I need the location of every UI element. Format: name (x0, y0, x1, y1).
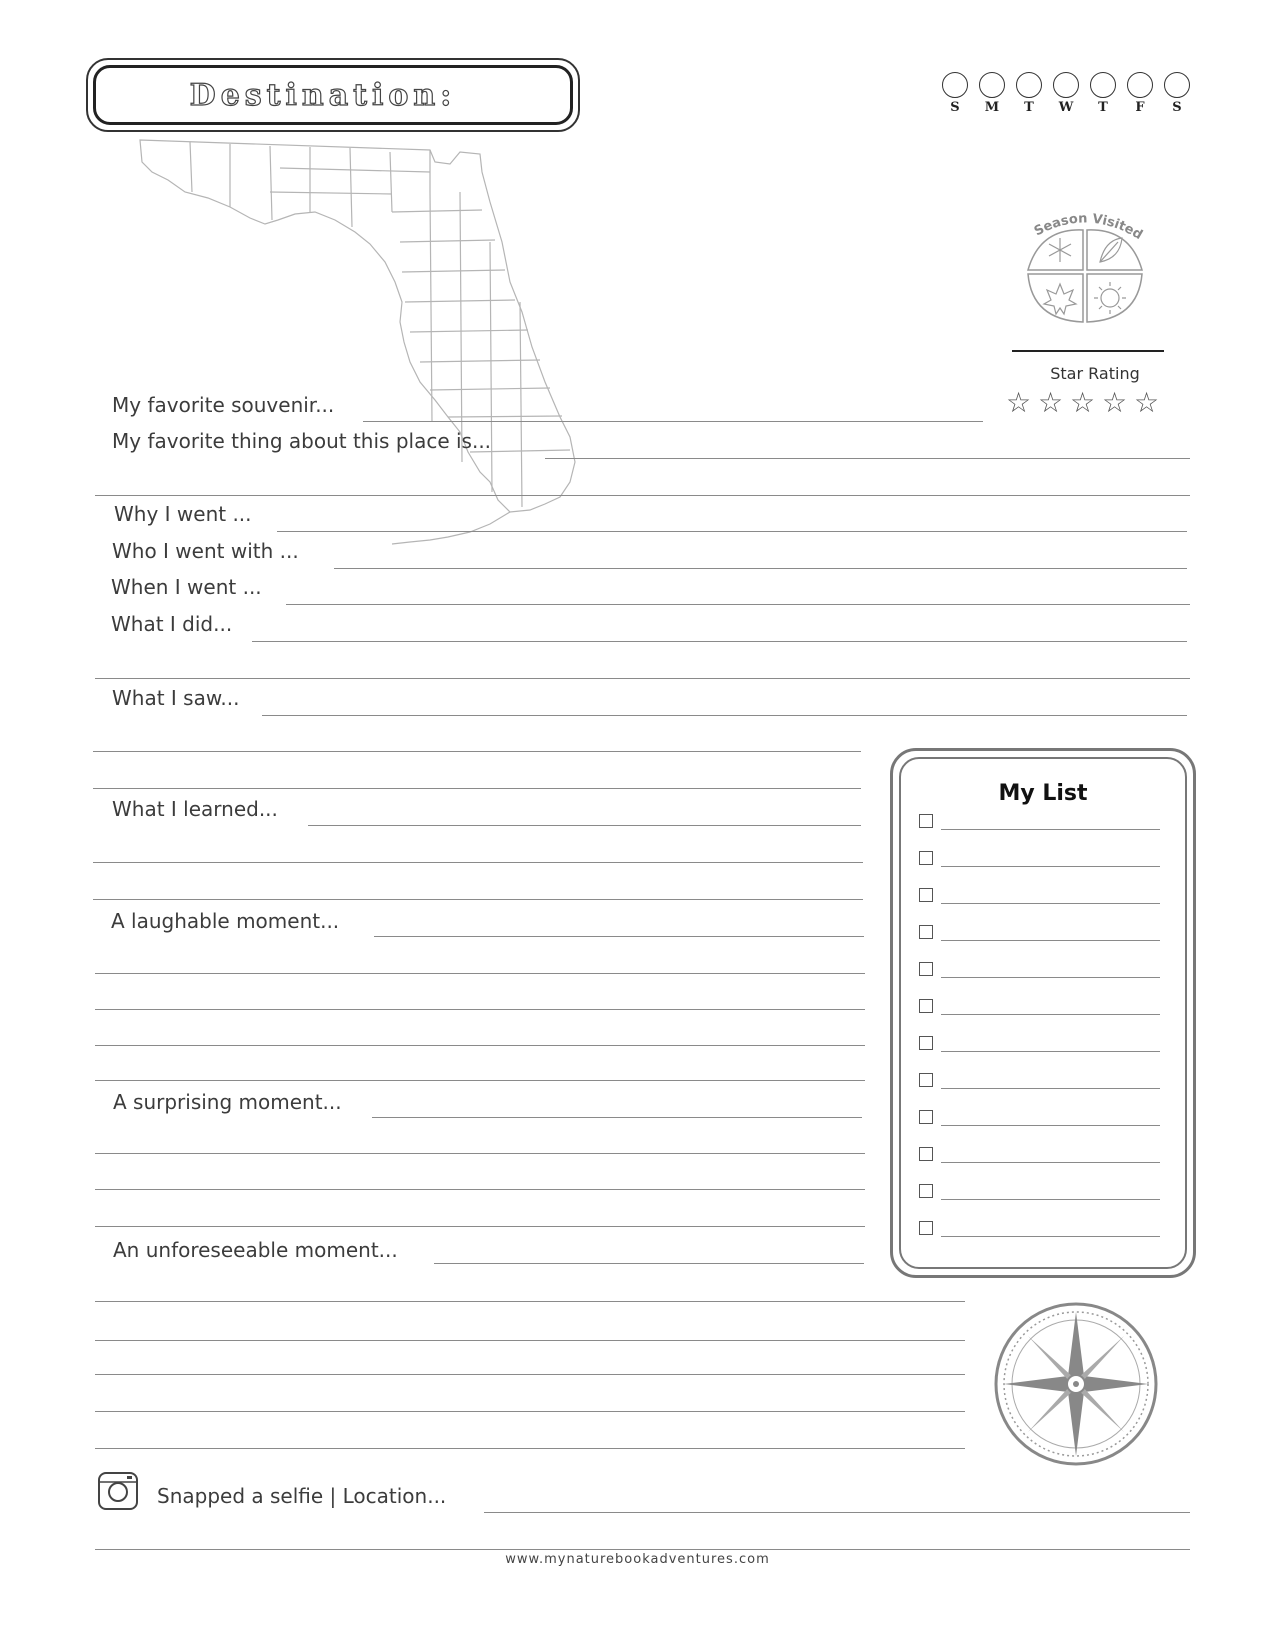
surprising-field-line-3[interactable] (95, 1189, 865, 1190)
learned-field-line-2[interactable] (93, 862, 863, 863)
unforeseeable-label: An unforeseeable moment... (113, 1238, 398, 1262)
list-checkbox[interactable] (919, 999, 933, 1013)
laughable-field-line-4[interactable] (95, 1045, 865, 1046)
why-field[interactable] (277, 531, 1187, 532)
selfie-location-field[interactable] (484, 1512, 1190, 1513)
footer-url[interactable]: www.mynaturebookadventures.com (505, 1552, 770, 1567)
did-field-line-2[interactable] (95, 678, 1190, 679)
laughable-field-line-5[interactable] (95, 1080, 865, 1081)
list-item-line[interactable] (941, 1236, 1160, 1237)
list-checkbox[interactable] (919, 814, 933, 828)
unforeseeable-field-line-2[interactable] (95, 1301, 965, 1302)
footer-rule (95, 1549, 1190, 1550)
day-label: M (984, 100, 1000, 115)
day-circle[interactable] (1090, 72, 1116, 98)
day-label: S (1172, 100, 1182, 115)
laughable-field-line-3[interactable] (95, 1009, 865, 1010)
surprising-field-line-2[interactable] (95, 1153, 865, 1154)
unforeseeable-field-line-4[interactable] (95, 1374, 965, 1375)
list-item-line[interactable] (941, 1088, 1160, 1089)
who-label: Who I went with ... (112, 539, 299, 563)
list-item-line[interactable] (941, 1051, 1160, 1052)
unforeseeable-field-line-6[interactable] (95, 1448, 965, 1449)
favorite-thing-field-line-2[interactable] (95, 495, 1190, 496)
saw-field[interactable] (262, 715, 1187, 716)
selfie-label: Snapped a selfie | Location... (157, 1484, 447, 1508)
list-checkbox[interactable] (919, 888, 933, 902)
day-circle[interactable] (1053, 72, 1079, 98)
surprising-label: A surprising moment... (113, 1090, 342, 1114)
list-checkbox[interactable] (919, 1036, 933, 1050)
list-item-line[interactable] (941, 829, 1160, 830)
day-circle[interactable] (1127, 72, 1153, 98)
day-tuesday[interactable] (1014, 72, 1044, 115)
saw-label: What I saw... (112, 686, 240, 710)
day-label: T (1098, 100, 1108, 115)
star-icon[interactable]: ☆ (1134, 386, 1160, 419)
list-item-line[interactable] (941, 940, 1160, 941)
did-field[interactable] (252, 641, 1187, 642)
compass-rose-icon (990, 1298, 1162, 1470)
list-checkbox[interactable] (919, 1110, 933, 1124)
saw-field-line-3[interactable] (93, 788, 861, 789)
season-rule (1012, 350, 1164, 352)
my-list-title: My List (998, 781, 1088, 806)
saw-field-line-2[interactable] (93, 751, 861, 752)
list-checkbox[interactable] (919, 851, 933, 865)
season-label: Season Visited (1031, 211, 1145, 244)
who-field[interactable] (334, 568, 1187, 569)
day-saturday[interactable] (1162, 72, 1192, 115)
day-wednesday[interactable] (1051, 72, 1081, 115)
unforeseeable-field-line-5[interactable] (95, 1411, 965, 1412)
day-circle[interactable] (1164, 72, 1190, 98)
list-item-line[interactable] (941, 977, 1160, 978)
day-circle[interactable] (1016, 72, 1042, 98)
why-label: Why I went ... (114, 502, 252, 526)
day-label: T (1024, 100, 1034, 115)
list-item-line[interactable] (941, 1014, 1160, 1015)
day-label: S (950, 100, 960, 115)
day-circle[interactable] (942, 72, 968, 98)
list-checkbox[interactable] (919, 1147, 933, 1161)
when-label: When I went ... (111, 575, 262, 599)
list-checkbox[interactable] (919, 1221, 933, 1235)
souvenir-field[interactable] (363, 421, 983, 422)
favorite-thing-label: My favorite thing about this place is... (112, 429, 492, 453)
list-item-line[interactable] (941, 1199, 1160, 1200)
destination-banner-inner (93, 65, 573, 125)
star-icon[interactable]: ☆ (1070, 386, 1096, 419)
when-field[interactable] (286, 604, 1190, 605)
destination-banner (86, 58, 580, 132)
camera-icon (98, 1472, 138, 1510)
souvenir-label: My favorite souvenir... (112, 393, 335, 417)
day-thursday[interactable] (1088, 72, 1118, 115)
surprising-field-line-4[interactable] (95, 1226, 865, 1227)
laughable-field-line-2[interactable] (95, 973, 865, 974)
autumn-quadrant (1028, 274, 1083, 322)
season-visited-emblem (1010, 200, 1160, 340)
winter-quadrant (1028, 230, 1083, 270)
my-list-inner (899, 757, 1187, 1269)
did-label: What I did... (111, 612, 233, 636)
laughable-field[interactable] (374, 936, 864, 937)
destination-title: Destination: (189, 77, 457, 113)
list-item-line[interactable] (941, 866, 1160, 867)
star-icon[interactable]: ☆ (1006, 386, 1032, 419)
laughable-label: A laughable moment... (111, 909, 340, 933)
list-item-line[interactable] (941, 1162, 1160, 1163)
list-checkbox[interactable] (919, 1184, 933, 1198)
day-circle[interactable] (979, 72, 1005, 98)
day-label: W (1058, 100, 1074, 115)
unforeseeable-field-line-3[interactable] (95, 1340, 965, 1341)
list-item-line[interactable] (941, 1125, 1160, 1126)
learned-field-line-3[interactable] (93, 899, 863, 900)
learned-label: What I learned... (112, 797, 278, 821)
list-checkbox[interactable] (919, 962, 933, 976)
leaf-icon (1100, 238, 1122, 262)
learned-field[interactable] (308, 825, 861, 826)
star-icon[interactable]: ☆ (1102, 386, 1128, 419)
snowflake-icon (1049, 238, 1071, 262)
day-sunday[interactable] (940, 72, 970, 115)
surprising-field[interactable] (372, 1117, 862, 1118)
star-rating-label: Star Rating (1050, 364, 1140, 383)
day-label: F (1135, 100, 1145, 115)
maple-leaf-icon (1044, 284, 1076, 314)
list-checkbox[interactable] (919, 925, 933, 939)
star-icon[interactable]: ☆ (1038, 386, 1064, 419)
favorite-thing-field[interactable] (545, 458, 1190, 459)
unforeseeable-field[interactable] (434, 1263, 864, 1264)
sun-icon (1094, 282, 1126, 314)
day-friday[interactable] (1125, 72, 1155, 115)
day-monday[interactable] (977, 72, 1007, 115)
list-item-line[interactable] (941, 903, 1160, 904)
list-checkbox[interactable] (919, 1073, 933, 1087)
